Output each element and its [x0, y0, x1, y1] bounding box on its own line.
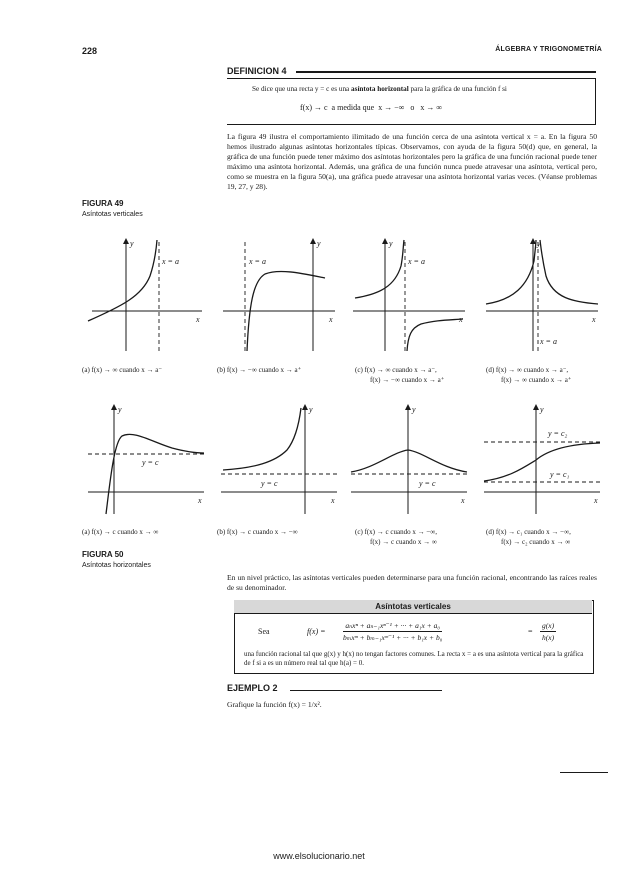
definition-text: Se dice que una recta y = c es una asíntota horizontal para la gráfica de una función f si — [252, 85, 507, 93]
fig49b-y-label: y — [317, 239, 321, 248]
bottom-rule — [560, 772, 608, 773]
fig50b-y-label: y — [309, 405, 313, 414]
fig50d-x-label: x — [594, 496, 598, 505]
fig50d-c1-label: y = c₁ — [550, 470, 570, 479]
fig50c-caption-2: f(x) → c cuando x → ∞ — [370, 538, 437, 546]
fig50d-graph — [478, 402, 608, 517]
fraction-numerator: aₙxⁿ + aₙ₋₁xⁿ⁻¹ + ··· + a₁x + a₀ — [343, 620, 442, 632]
fig50a-x-label: x — [198, 496, 202, 505]
h-denominator: h(x) — [542, 633, 555, 642]
fig50b-caption: (b) f(x) → c cuando x → −∞ — [217, 528, 298, 536]
fig49d-x-label: x — [592, 315, 596, 324]
paragraph-1: La figura 49 ilustra el comportamiento ilimitado de una función cerca de una asíntota vertical x = a. En la figura 50 hemos ilustrado algunas asíntotas horizontales típicas. Observamos, con ayuda de la figura 50(d) que, en general, la gráfica de una función puede tener máximo dos asíntotas horizontales pero la gráfica de una función racional puede tener máximo una asíntota horizontal. Además, una gráfica de una función nunca puede atravesar una asíntota, vertical pero, como se muestra en la figura 50(a), una gráfica puede atravesar una asíntota horizontal varias veces. (Véanse problemas 19, 27, y 28). — [227, 132, 597, 191]
vertical-box-equals: = — [528, 627, 533, 636]
vertical-box-fx: f(x) = — [307, 627, 326, 636]
fig50b-asym-label: y = c — [261, 479, 278, 488]
definition-title: DEFINICION 4 — [227, 66, 287, 76]
fig50d-y-label: y — [540, 405, 544, 414]
example-rule — [290, 690, 442, 691]
fig50d-caption-1: (d) f(x) → c₁ cuando x → −∞, — [486, 528, 571, 536]
fig50b-graph — [215, 402, 345, 517]
footer-url[interactable]: www.elsolucionario.net — [273, 851, 365, 861]
vertical-box-sea: Sea — [258, 627, 270, 636]
figure-49-subtitle: Asíntotas verticales — [82, 211, 143, 218]
fig49b-x-label: x — [329, 315, 333, 324]
fig49c-graph — [345, 236, 475, 354]
fig50c-y-label: y — [412, 405, 416, 414]
figure-50-label: FIGURA 50 — [82, 550, 124, 559]
fig50a-graph — [82, 402, 212, 517]
fig50a-asym-label: y = c — [142, 458, 159, 467]
fig49a-asym-label: x = a — [162, 257, 179, 266]
fig49c-asym-label: x = a — [408, 257, 425, 266]
fig50c-caption-1: (c) f(x) → c cuando x → −∞, — [355, 528, 438, 536]
fig49a-caption: (a) f(x) → ∞ cuando x → a⁻ — [82, 366, 163, 374]
fig50a-caption: (a) f(x) → c cuando x → ∞ — [82, 528, 159, 536]
fig49c-x-label: x — [459, 315, 463, 324]
definition-rule — [296, 71, 596, 73]
vertical-box-fraction — [343, 620, 442, 643]
fig49d-caption-2: f(x) → ∞ cuando x → a⁺ — [501, 376, 572, 384]
fig49b-caption: (b) f(x) → −∞ cuando x → a⁺ — [217, 366, 302, 374]
figure-49-label: FIGURA 49 — [82, 199, 124, 208]
vertical-box-gh-fraction — [540, 620, 556, 643]
fig49a-y-label: y — [130, 239, 134, 248]
running-title: ÁLGEBRA Y TRIGONOMETRÍA — [495, 46, 602, 53]
vertical-asymptote-title: Asíntotas verticales — [234, 600, 592, 614]
paragraph-2: En un nivel práctico, las asíntotas verticales pueden determinarse para una función racional, encontrando las raíces reales de su denominador. — [227, 573, 597, 592]
figure-50-subtitle: Asíntotas horizontales — [82, 562, 151, 569]
vertical-box-description: una función racional tal que g(x) y h(x) no tengan factores comunes. La recta x = a es una asíntota vertical para la gráfica de f si a es un número real tal que h(a) = 0. — [244, 650, 584, 667]
fig50b-x-label: x — [331, 496, 335, 505]
fig50d-caption-2: f(x) → c₂ cuando x → ∞ — [501, 538, 571, 546]
fig49d-y-label: y — [537, 239, 541, 248]
fig50c-x-label: x — [461, 496, 465, 505]
fig49b-asym-label: x = a — [249, 257, 266, 266]
fig50a-y-label: y — [118, 405, 122, 414]
page-number: 228 — [82, 46, 98, 56]
fig49b-graph — [215, 236, 345, 354]
fig49a-x-label: x — [196, 315, 200, 324]
fig49c-y-label: y — [389, 239, 393, 248]
definition-formula: f(x) → c a medida que x → −∞ o x → ∞ — [300, 103, 443, 112]
example-text: Grafique la función f(x) = 1/x². — [227, 700, 322, 709]
fraction-denominator: bₘxᵐ + bₘ₋₁xᵐ⁻¹ + ··· + b₁x + b₀ — [343, 633, 443, 642]
fig50c-graph — [345, 402, 475, 517]
fig50d-c2-label: y = c₂ — [548, 429, 568, 438]
fig49d-asym-label: x = a — [540, 337, 557, 346]
fig49c-caption-2: f(x) → −∞ cuando x → a⁺ — [370, 376, 445, 384]
fig49d-caption-1: (d) f(x) → ∞ cuando x → a⁻, — [486, 366, 569, 374]
g-numerator: g(x) — [542, 621, 555, 630]
fig50c-asym-label: y = c — [419, 479, 436, 488]
fig49c-caption-1: (c) f(x) → ∞ cuando x → a⁻, — [355, 366, 437, 374]
example-title: EJEMPLO 2 — [227, 683, 278, 693]
fig49a-graph — [82, 236, 212, 354]
fig49d-graph — [478, 236, 608, 354]
